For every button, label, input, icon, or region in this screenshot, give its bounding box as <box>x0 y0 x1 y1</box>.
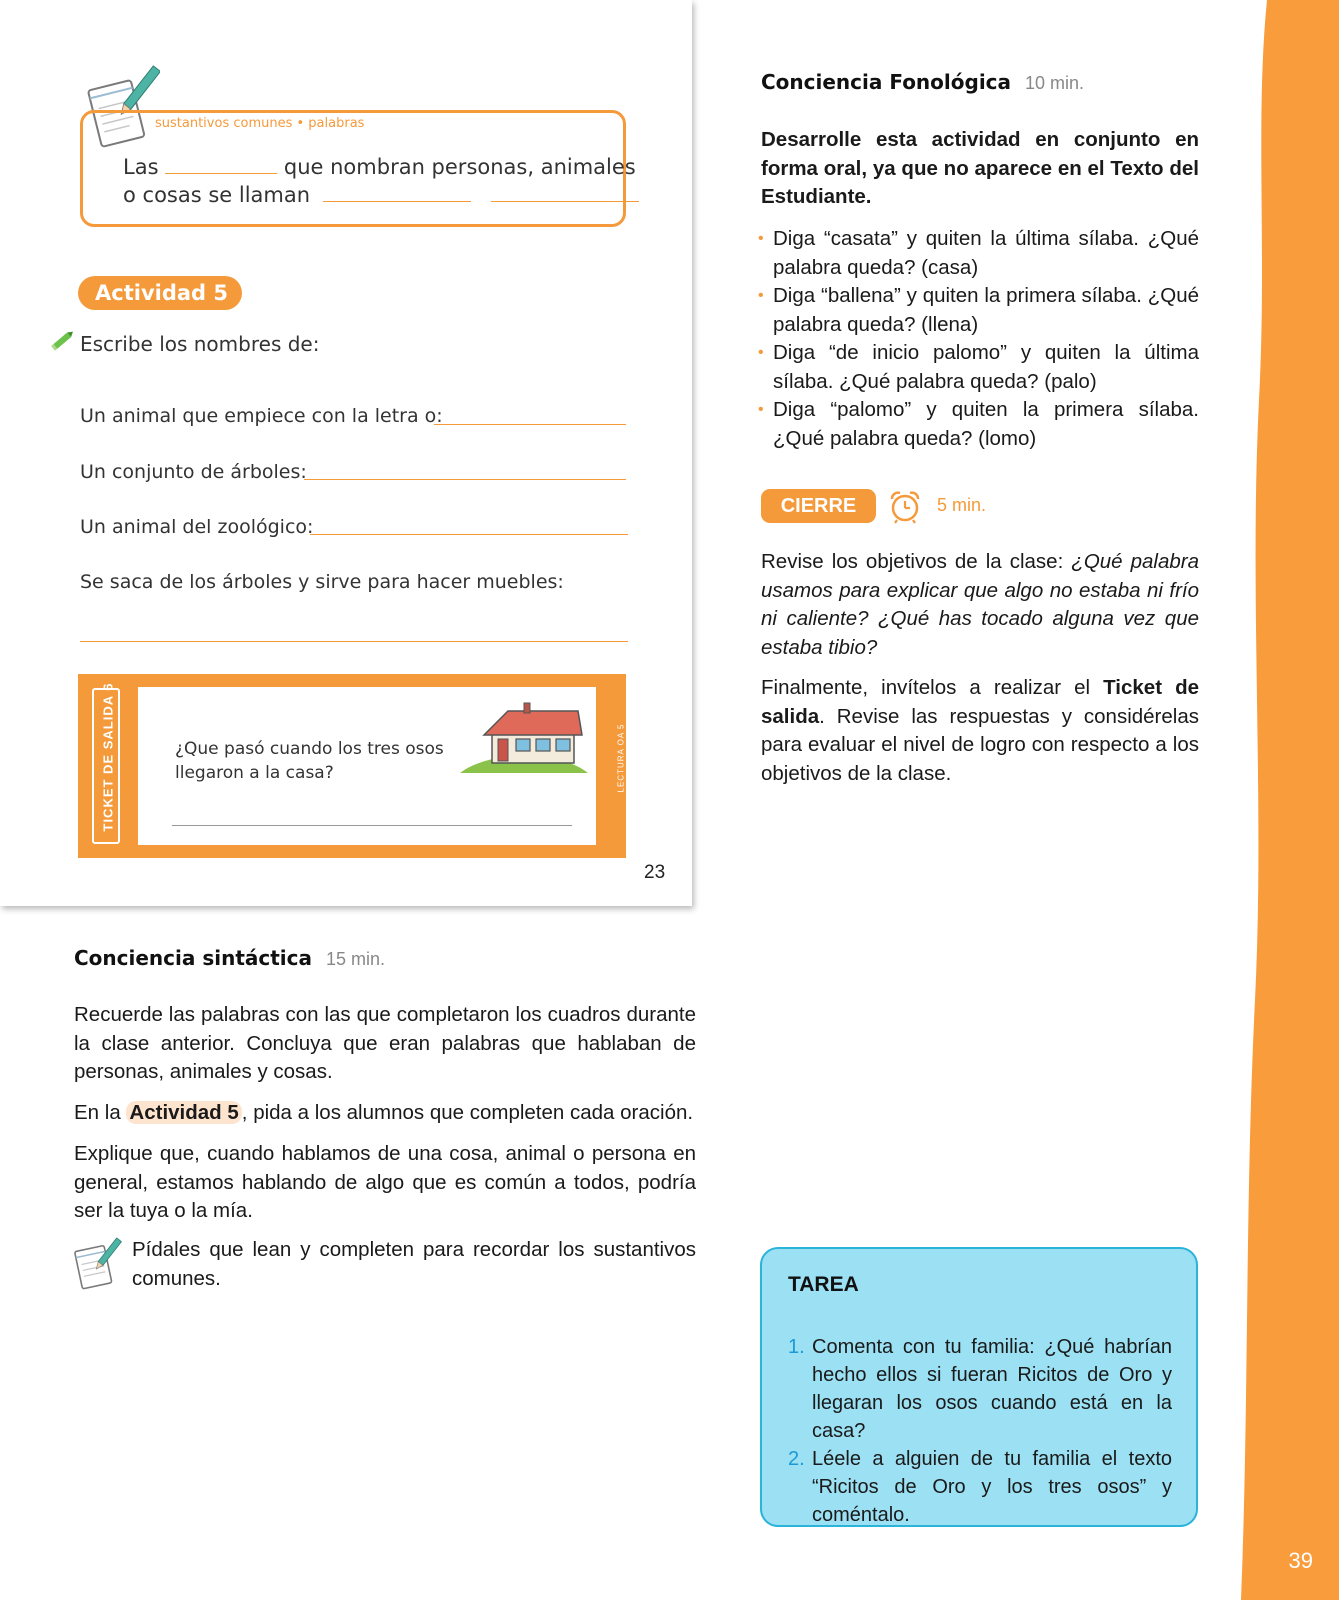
blank-line[interactable] <box>165 153 277 174</box>
activity-instruction: Escribe los nombres de: <box>80 332 320 356</box>
concept-line-1-end: que nombran personas, animales <box>283 155 636 179</box>
fonologica-time: 10 min. <box>1025 73 1085 93</box>
concept-line-2 <box>123 181 639 207</box>
activity-5-highlight: Actividad 5 <box>126 1101 241 1124</box>
answer-line-4[interactable] <box>80 641 628 642</box>
tarea-item-1-text: Comenta con tu familia: ¿Qué habrían hecho ellos si fueran Ricitos de Oro y llegaran los osos cuando está en la casa? <box>812 1336 1172 1442</box>
tarea-title: TAREA <box>788 1273 859 1296</box>
ticket-question-line-1: ¿Que pasó cuando los tres osos <box>175 739 444 759</box>
question-1: Un animal que empiece con la letra o: <box>80 405 443 427</box>
sintactica-paragraph-2 <box>74 1099 696 1128</box>
sintactica-title-text: Conciencia sintáctica <box>74 946 313 970</box>
ticket-side-frame <box>92 682 120 844</box>
tarea-item-1-num: 1. <box>788 1336 805 1358</box>
sintactica-paragraph-3: Explique que, cuando hablamos de una cosa, animal o persona en general, estamos hablando de algo que es común a todos, podría ser la tuya o la mía. <box>74 1142 696 1222</box>
blank-line[interactable] <box>323 181 471 202</box>
fonologica-bullet-3: • Diga “de inicio palomo” y quiten la última sílaba. ¿Qué palabra queda? (palo) <box>761 339 1199 396</box>
fonologica-bullet-1: • Diga “casata” y quiten la última sílaba. ¿Qué palabra queda? (casa) <box>761 225 1199 282</box>
tarea-box <box>760 1247 1198 1527</box>
fonologica-bullet-2: • Diga “ballena” y quiten la primera sílaba. ¿Qué palabra queda? (llena) <box>761 282 1199 339</box>
page-number: 39 <box>1288 1548 1313 1573</box>
ticket-question-line-2: llegaron a la casa? <box>175 763 334 783</box>
question-3: Un animal del zoológico: <box>80 516 314 538</box>
ticket-inner <box>138 687 596 845</box>
student-book-page <box>0 0 692 906</box>
fonologica-bullets <box>761 225 1199 453</box>
concept-line-1-start: Las <box>123 155 159 179</box>
book-page-number: 23 <box>644 862 666 883</box>
house-illustration <box>458 701 590 777</box>
cierre-time: 5 min. <box>937 495 987 515</box>
cierre-p2-bold: Ticket de salida <box>761 676 1200 728</box>
ticket-side-label: TICKET DE SALIDA 6 <box>100 682 116 832</box>
fonologica-title-text: Conciencia Fonológica <box>761 70 1012 94</box>
tarea-list <box>788 1333 1172 1529</box>
answer-line-1[interactable] <box>434 424 626 425</box>
cierre-p2-end: . Revise las respuestas y considérelas para evaluar el nivel de logro con respecto a los objetivos de la clase. <box>761 704 1199 785</box>
ticket-answer-line[interactable] <box>172 825 572 826</box>
tarea-item-2-text: Léele a alguien de tu familia el texto “Ricitos de Oro y los tres osos” y coméntalo. <box>812 1448 1172 1526</box>
sintactica-paragraph-4: Pídales que lean y completen para recordar los sustantivos comunes. <box>132 1238 696 1290</box>
sintactica-time: 15 min. <box>326 949 386 969</box>
concept-tag: sustantivos comunes • palabras <box>155 116 365 131</box>
sintactica-title <box>74 946 385 970</box>
tarea-item-2 <box>788 1445 1172 1529</box>
sintactica-p2-start: En la <box>74 1101 127 1124</box>
sintactica-p2-end: , pida a los alumnos que completen cada oración. <box>241 1101 694 1124</box>
question-4: Se saca de los árboles y sirve para hacer muebles: <box>80 571 564 593</box>
tarea-item-1 <box>788 1333 1172 1445</box>
notebook-pencil-icon <box>72 1236 122 1292</box>
cierre-p2-start: Finalmente, invítelos a realizar el <box>761 676 1104 699</box>
cierre-badge: CIERRE <box>761 489 876 523</box>
cierre-p1-italic: ¿Qué palabra usamos para explicar que algo no estaba ni frío ni caliente? ¿Qué has tocado alguna vez que estaba tibio? <box>761 550 1199 659</box>
cierre-paragraph-1 <box>761 548 1199 662</box>
answer-line-3[interactable] <box>310 534 628 535</box>
orange-side-band <box>1239 0 1339 1600</box>
cierre-paragraph-2 <box>761 674 1199 788</box>
alarm-clock-icon <box>888 490 922 524</box>
concept-line-2-text: o cosas se llaman <box>123 183 311 207</box>
fonologica-bullet-4: • Diga “palomo” y quiten la primera sílaba. ¿Qué palabra queda? (lomo) <box>761 396 1199 453</box>
sintactica-paragraph-1: Recuerde las palabras con las que completaron los cuadros durante la clase anterior. Concluya que eran palabras que hablaban de personas, animales y cosas. <box>74 1003 696 1083</box>
answer-line-2[interactable] <box>304 479 626 480</box>
concept-line-1 <box>123 153 636 179</box>
activity-badge: Actividad 5 <box>78 276 242 310</box>
cierre-p1-start: Revise los objetivos de la clase: <box>761 550 1072 573</box>
ticket-right-label: LECTURA OA 5 <box>616 723 626 793</box>
exit-ticket <box>78 674 626 858</box>
blank-line[interactable] <box>491 181 639 202</box>
concept-box <box>80 110 636 227</box>
fonologica-intro: Desarrolle esta actividad en conjunto en forma oral, ya que no aparece en el Texto del Estudiante. <box>761 128 1199 208</box>
question-2: Un conjunto de árboles: <box>80 461 307 483</box>
green-pencil-icon <box>50 328 76 352</box>
fonologica-title <box>761 70 1084 94</box>
tarea-item-2-num: 2. <box>788 1448 805 1470</box>
